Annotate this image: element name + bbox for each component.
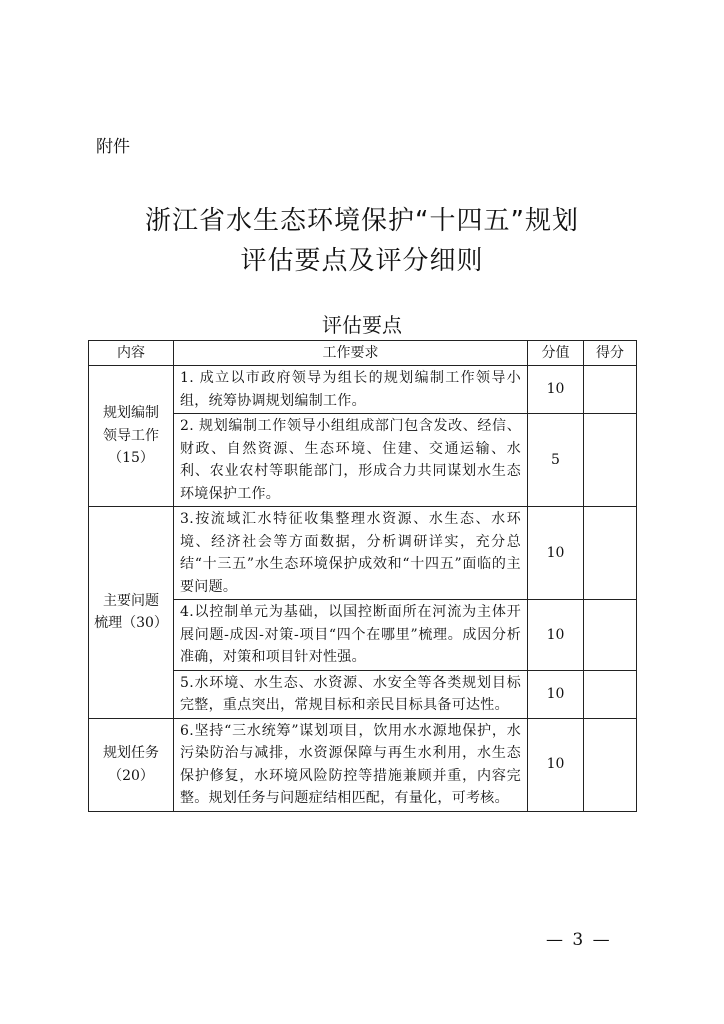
evaluation-table	[88, 340, 637, 812]
header-points: 分值	[528, 341, 584, 366]
points-cell: 10	[528, 718, 584, 811]
score-cell[interactable]	[584, 718, 637, 811]
requirement-cell: 6.坚持“三水统筹”谋划项目，饮用水水源地保护，水污染防治与减排，水资源保障与再生水利用，水生态保护修复，水环境风险防控等措施兼顾并重，内容完整。规划任务与问题症结相匹配，有量化，可考核。	[174, 718, 528, 811]
score-cell[interactable]	[584, 670, 637, 718]
document-title-line1: 浙江省水生态环境保护“十四五”规划	[145, 206, 579, 236]
header-score: 得分	[584, 341, 637, 366]
points-cell: 10	[528, 366, 584, 414]
requirement-cell: 3.按流域汇水特征收集整理水资源、水生态、水环境、经济社会等方面数据，分析调研详实，充分总结“十三五”水生态环境保护成效和“十四五”面临的主要问题。	[174, 507, 528, 600]
document-title-line2: 评估要点及评分细则	[240, 246, 484, 276]
score-cell[interactable]	[584, 414, 637, 507]
header-requirement: 工作要求	[174, 341, 528, 366]
requirement-cell: 5.水环境、水生态、水资源、水安全等各类规划目标完整，重点突出，常规目标和亲民目标具备可达性。	[174, 670, 528, 718]
points-cell: 5	[528, 414, 584, 507]
score-cell[interactable]	[584, 366, 637, 414]
category-cell	[89, 366, 174, 507]
score-cell[interactable]	[584, 600, 637, 671]
points-cell: 10	[528, 600, 584, 671]
category-name: 规划编制	[103, 405, 159, 422]
category-name: 领导工作	[103, 427, 159, 444]
requirement-cell: 4.以控制单元为基础，以国控断面所在河流为主体开展问题-成因-对策-项目“四个在哪里”梳理。成因分析准确，对策和项目针对性强。	[174, 600, 528, 671]
score-cell[interactable]	[584, 507, 637, 600]
points-cell: 10	[528, 507, 584, 600]
category-name: 梳理（30）	[94, 615, 168, 632]
category-cell	[89, 507, 174, 719]
category-name: 规划任务	[103, 745, 159, 761]
category-points: （20）	[108, 767, 154, 784]
table-row	[89, 718, 637, 811]
attachment-label: 附件	[96, 137, 130, 157]
section-title: 评估要点	[322, 313, 402, 337]
requirement-cell: 1. 成立以市政府领导为组长的规划编制工作领导小组，统筹协调规划编制工作。	[174, 366, 528, 414]
page-number: — 3 —	[546, 930, 612, 950]
category-cell	[89, 718, 174, 811]
table-row	[89, 507, 637, 600]
points-cell: 10	[528, 670, 584, 718]
category-name: 主要问题	[103, 592, 159, 609]
requirement-cell: 2. 规划编制工作领导小组组成部门包含发改、经信、财政、自然资源、生态环境、住建、交通运输、水利、农业农村等职能部门，形成合力共同谋划水生态环境保护工作。	[174, 414, 528, 507]
table-header-row	[89, 341, 637, 366]
table-row	[89, 366, 637, 414]
category-points: （15）	[108, 450, 154, 467]
header-content: 内容	[89, 341, 174, 366]
